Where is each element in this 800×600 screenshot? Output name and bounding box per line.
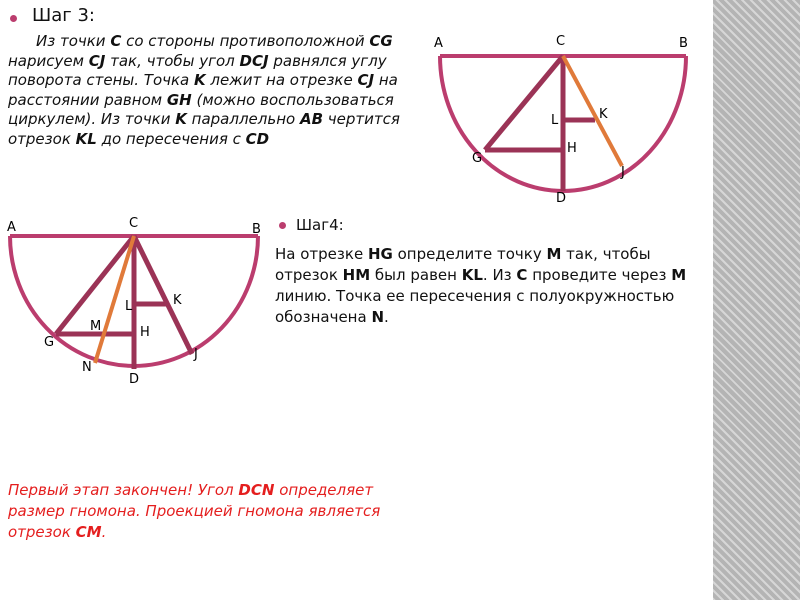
step3-text: Из точки C со стороны противоположной CG нарисуем CJ так, чтобы угол DCJ равнялся углу поворота стены. Точка K лежит на отрезке CJ на расстоянии равном GH (можно воспользоваться циркулем). Из точки K параллельно AB чертится отрезок KL до пересечения с CD [8, 32, 400, 148]
bold-term: HM [342, 266, 371, 284]
bold-term: DCJ [239, 51, 269, 70]
conclusion-text: Первый этап закончен! Угол DCN определяет размер гномона. Проекцией гномона является отрезок CM. [8, 481, 381, 541]
top-label-c: C [556, 34, 566, 49]
bold-term: GH [166, 90, 192, 109]
bottom-label-b: B [252, 222, 261, 237]
bottom-label-c: C [129, 216, 139, 231]
bottom-label-a: A [7, 220, 16, 235]
diagram-top [425, 26, 715, 210]
bottom-label-d: D [129, 372, 140, 387]
bold-term: M [671, 266, 687, 284]
step3-bullet [10, 15, 17, 22]
bottom-label-k: K [173, 293, 182, 308]
bold-term: CJ [357, 71, 375, 89]
step4-title: Шаг4: [296, 216, 344, 234]
bold-term: AB [299, 110, 324, 128]
bold-term: M [546, 245, 562, 263]
bold-term: KL [461, 266, 483, 284]
top-label-g: G [472, 151, 483, 166]
top-label-d: D [556, 191, 567, 206]
top-label-l: L [551, 113, 559, 128]
bold-term: DCN [238, 481, 275, 499]
diagram-bottom [0, 212, 275, 392]
bold-term: K [175, 110, 187, 128]
bold-term: C [110, 32, 122, 50]
top-label-k: K [599, 107, 608, 122]
bold-term: C [516, 266, 528, 284]
bottom-label-n: N [82, 360, 92, 375]
bottom-label-g: G [44, 335, 55, 350]
bold-term: CM [75, 523, 102, 541]
bold-term: CG [369, 32, 393, 50]
bottom-label-j: J [194, 347, 198, 362]
top-label-a: A [434, 36, 443, 51]
top-label-h: H [567, 141, 577, 156]
step4-bullet [279, 222, 286, 229]
top-label-b: B [679, 36, 688, 51]
bottom-label-h: H [140, 325, 150, 340]
bold-term: HG [367, 245, 393, 263]
decorative-side-stripe [713, 0, 800, 600]
bold-term: CJ [88, 51, 106, 70]
bottom-label-m: M [90, 319, 102, 334]
bold-term: N [371, 308, 385, 326]
bold-term: K [194, 71, 206, 89]
step4-text: На отрезке HG определите точку M так, чтобы отрезок HM был равен KL. Из C проведите через M линию. Точка ее пересечения с полуокружностью обозначена N. [275, 245, 687, 326]
top-segment-cg [485, 56, 563, 150]
step3-title: Шаг 3: [32, 5, 95, 26]
bottom-label-l: L [125, 299, 133, 314]
top-label-j: J [621, 165, 625, 180]
bold-term: KL [75, 129, 97, 148]
bold-term: CD [245, 129, 270, 148]
